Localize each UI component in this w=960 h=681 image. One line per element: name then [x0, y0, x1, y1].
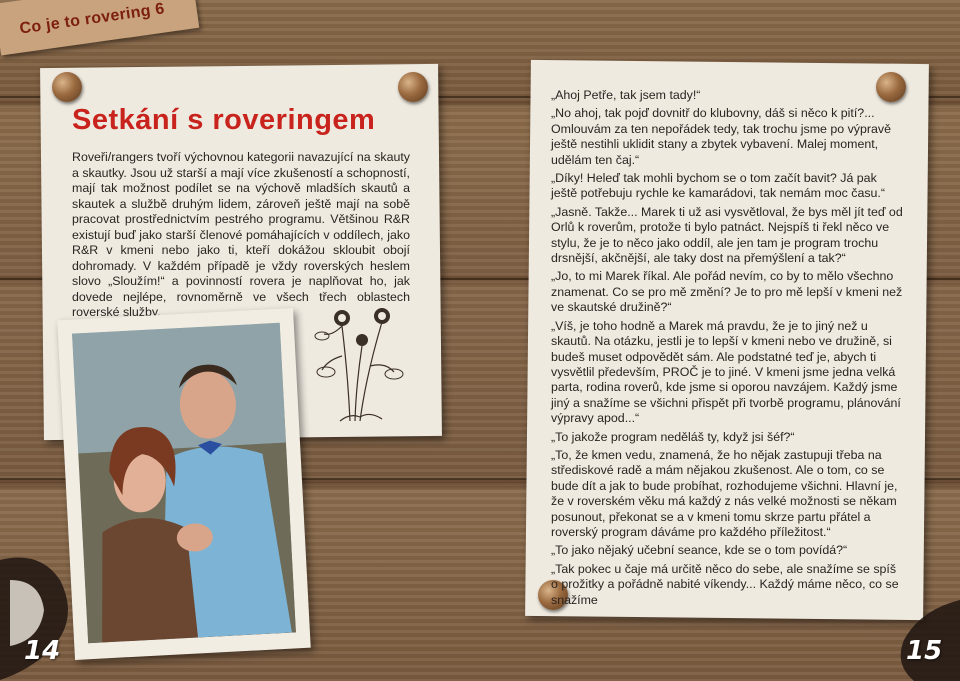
- dialogue-paragraph: „Jasně. Takže... Marek ti už asi vysvětloval, že bys měl jít teď od Orlů k roverům, protože ti bylo patnáct. Nejspíš ti řekl něco ve stylu, že je to něco jako oddíl, ale jen tam je program trochu drsnější, akčnější, ale taky dost na přemýšlení a tak?“: [551, 204, 903, 266]
- photo-frame: [57, 308, 310, 660]
- dialogue-paragraph: „To jakože program neděláš ty, když jsi šéf?“: [551, 429, 795, 444]
- page-title: Setkání s roveringem: [72, 104, 376, 136]
- clover-illustration: [310, 296, 420, 426]
- pushpin-icon: [398, 72, 428, 102]
- dialogue-paragraph: „Jo, to mi Marek říkal. Ale pořád nevím, co by to mělo všechno znamenat. Co se pro mě změní? Je to pro mě lepší v kmeni než ve skautské družině?“: [551, 269, 903, 315]
- couple-photo: [72, 323, 296, 643]
- section-tag: [0, 0, 199, 55]
- intro-paragraph: Roveři/rangers tvoří výchovnou kategorii navazující na skauty a skautky. Jsou už starší a mají více zkušeností a schopností, mají tak možnost podílet se na výchově mladších skautů a skautek a službě druhým lidem, zároveň ještě mají na sobě pracovat prostřednictvím pestrého programu. Většinou R&R existují buď jako starší členové pomáhajících v oddílech, jako R&R v kmeni nebo jako ti, kteří dokážou skloubit obojí dohromady. V každém případě je vždy roverských heslem slovo „Sloužím!“ a povinností rovera je naplňovat ho, jak dovede nejlépe, rovnoměrně ve všech třech oblastech roverské služby.: [72, 150, 410, 319]
- dialogue-paragraph: „Víš, je toho hodně a Marek má pravdu, že je to jiný než u skautů. Na otázku, jestli je to lepší v kmeni nebo ve družině, si budeš muset odpovědět sám. Ale podstatné teď je, abych ti vysvětlil především, PROČ je to jiné. V kmeni jsme jedna velká parta, rodina roverů, kde jsme si oporou navzájem. Každý jsme jiný a snažíme se všichni přispět při tvorbě programu, plánování výpravy apod...“: [551, 318, 901, 426]
- dialogue-paragraph: „Tak pokec u čaje má určitě něco do sebe, ale snažíme se spíš o prožitky a pořádně nabité víkendy... Každý máme něco, co se snažíme: [551, 561, 899, 607]
- dialogue-paragraph: „Díky! Heleď tak mohli bychom se o tom začít bavit? Já pak ještě potřebuju rychle ke kamarádovi, tak nemám moc času.“: [551, 171, 886, 201]
- dialogue-paragraph: „To jako nějaký učební seance, kde se o tom povídá?“: [551, 543, 848, 558]
- photo-image: [72, 323, 296, 643]
- dialogue-text: [551, 88, 905, 611]
- page-number-left: 14: [24, 636, 61, 666]
- dialogue-paragraph: „No ahoj, tak pojď dovnitř do klubovny, dáš si něco k pití?... Omlouvám za ten nepořádek tedy, tak trochu jsme po výpravě ještě nestihli uklidit stany a zbytek vybavení. Malej moment, udělám ten čaj.“: [551, 106, 891, 167]
- page-number-right: 15: [906, 636, 943, 666]
- dialogue-paragraph: „Ahoj Petře, tak jsem tady!“: [551, 88, 701, 102]
- section-tag-label: Co je to rovering 6: [18, 0, 166, 38]
- dialogue-paragraph: „To, že kmen vedu, znamená, že ho nějak zastupuji třeba na střediskové radě a mám nějakou zkušenost. Ale o tom, co se bude dít a jak to bude probíhat, rozhodujeme všichni. Hlavní je, že v roverském věku má každý z nás velké možnosti se někam posunout, překonat se a v kmeni tomu skrze partu přátel a roverský program dáváme pro každého příležitost.“: [551, 447, 898, 539]
- pushpin-icon: [52, 72, 82, 102]
